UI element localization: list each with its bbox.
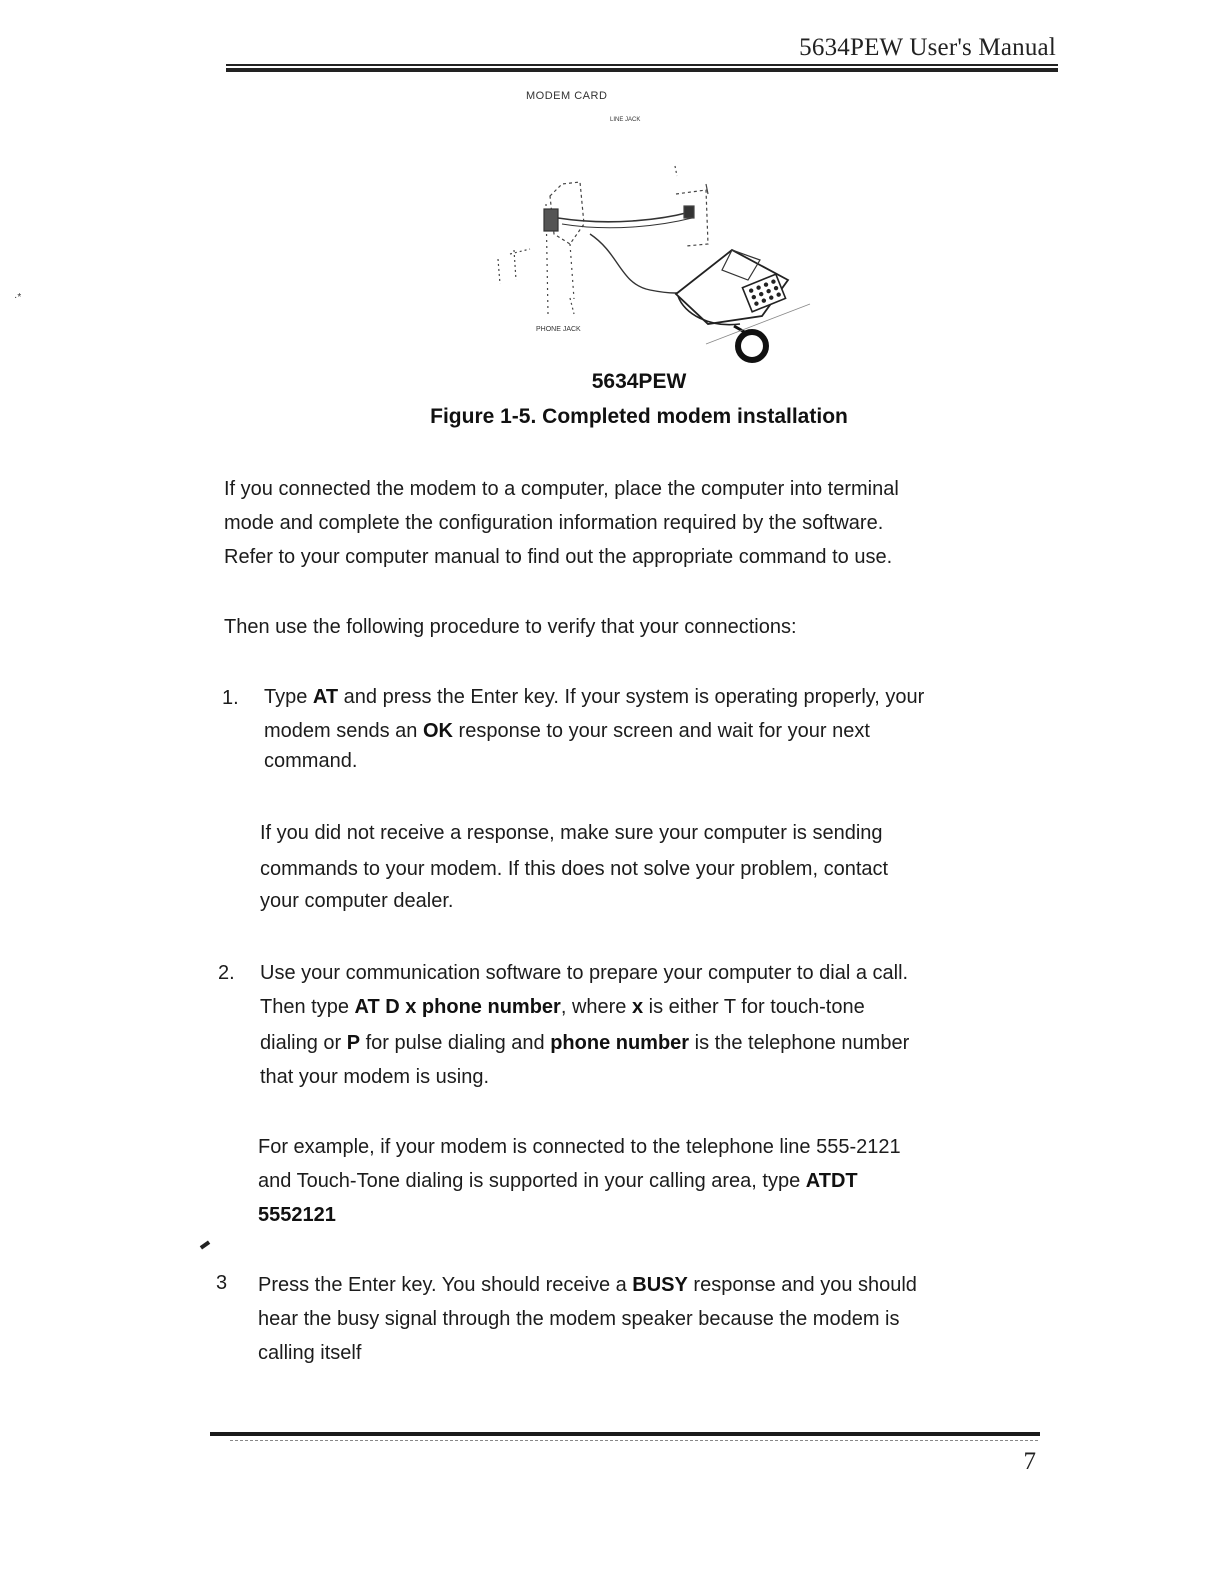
intro-line-1: If you connected the modem to a computer, place the computer into terminal (224, 478, 899, 500)
footer-rule (210, 1432, 1040, 1436)
figure-label-modem-card: MODEM CARD (526, 90, 608, 102)
figure-label-line-jack: LINE JACK (610, 117, 641, 123)
running-header-title: 5634PEW User's Manual (799, 34, 1056, 61)
modem-phone-drawing (470, 84, 830, 374)
step-2-line-2: Then type AT D x phone number, where x is either T for touch-tone (260, 996, 865, 1018)
procedure-intro: Then use the following procedure to verify that your connections: (224, 616, 797, 638)
step-2-example-line-2: and Touch-Tone dialing is supported in your calling area, type ATDT (258, 1170, 858, 1192)
step-2-number: 2. (218, 962, 235, 984)
step-2-line-3: dialing or P for pulse dialing and phone number is the telephone number (260, 1032, 910, 1054)
step-3-line-3: calling itself (258, 1342, 362, 1364)
scan-mark (200, 1240, 210, 1249)
step-3-line-2: hear the busy signal through the modem speaker because the modem is (258, 1308, 900, 1330)
step-2-line-4: that your modem is using. (260, 1066, 489, 1088)
step-1-line-1: Type AT and press the Enter key. If your system is operating properly, your (264, 686, 925, 708)
page-number: 7 (1023, 1448, 1036, 1475)
step-2-example-line-1: For example, if your modem is connected to the telephone line 555-2121 (258, 1136, 901, 1158)
footer-rule-faint (230, 1440, 1038, 1441)
step-1-note-line-3: your computer dealer. (260, 890, 454, 912)
figure-illustration (470, 84, 830, 374)
figure-model-name: 5634PEW (591, 370, 687, 393)
step-2-line-1: Use your communication software to prepare your computer to dial a call. (260, 962, 909, 984)
figure-label-phone-jack: PHONE JACK (536, 326, 581, 333)
step-1-line-2: modem sends an OK response to your screen and wait for your next (264, 720, 870, 742)
step-3-line-1: Press the Enter key. You should receive a BUSY response and you should (258, 1274, 917, 1296)
step-1-note-line-2: commands to your modem. If this does not solve your problem, contact (260, 858, 889, 880)
step-3-number: 3 (216, 1272, 228, 1294)
intro-line-3: Refer to your computer manual to find out the appropriate command to use. (224, 546, 893, 568)
step-1-number: 1. (222, 687, 239, 709)
step-2-example-line-3: 5552121 (258, 1204, 336, 1226)
header-rule (226, 64, 1058, 72)
step-1-line-3: command. (264, 750, 358, 772)
intro-line-2: mode and complete the configuration information required by the software. (224, 512, 884, 534)
figure-caption: Figure 1-5. Completed modem installation (430, 405, 848, 428)
step-1-note-line-1: If you did not receive a response, make sure your computer is sending (260, 822, 883, 844)
scan-speck: ·* (14, 292, 22, 303)
